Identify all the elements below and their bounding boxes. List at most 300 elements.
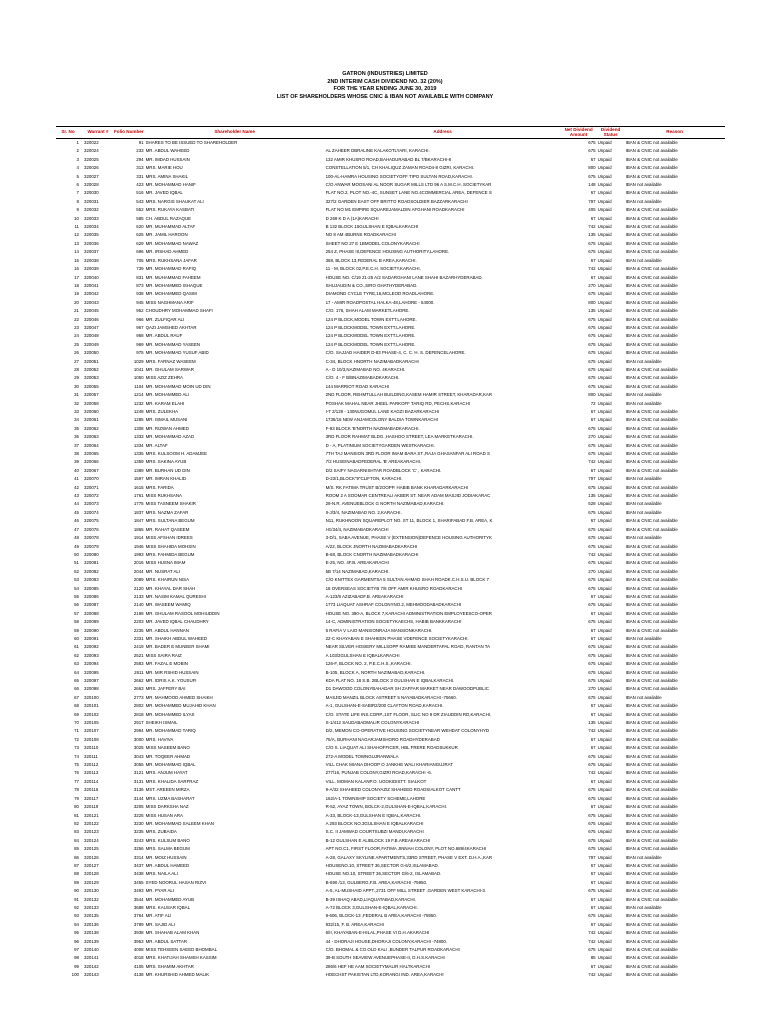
address-cell: 44 - DHORAJI HOUSE,DHORAJI COLONY,KARACHI -74800. xyxy=(325,938,448,944)
shareholder-name-cell: MRS. MARIE HOU xyxy=(145,165,183,171)
address-cell: B-690 /13, GULBERG,F.B. AREA,KARACHI -75950. xyxy=(325,879,428,885)
dividend-status-cell: Unpaid xyxy=(597,837,612,843)
shareholder-name-cell: MISS NAGHMANA ARIF xyxy=(145,299,194,305)
net-dividend-amount-cell: 67 xyxy=(590,467,596,473)
sr-no-cell: 9 xyxy=(76,207,79,213)
dividend-status-cell: Unpaid xyxy=(597,804,612,810)
address-cell: 75/A, BURHANI NAGARJAMSHORO ROADHYDERABAD xyxy=(325,736,440,742)
reason-cell: IBAN & CNIC not available xyxy=(625,871,678,877)
year-title: FOR THE YEAR ENDING JUNE 30, 2019 xyxy=(333,86,437,92)
dividend-status-cell: Unpaid xyxy=(597,619,612,625)
shareholder-name-cell: MR. ALTAF xyxy=(145,442,168,448)
table-row xyxy=(56,147,725,155)
warrant-number-cell: 320089 xyxy=(84,619,99,625)
folio-number-cell: 423 xyxy=(136,182,144,188)
sr-no-cell: 55 xyxy=(74,593,79,599)
reason-cell: IBAN & CNIC not available xyxy=(625,324,678,330)
shareholder-name-cell: MR. GHULAM SARWAR xyxy=(145,366,194,372)
dividend-status-cell: Unpaid xyxy=(597,795,612,801)
table-row xyxy=(56,164,725,172)
table-row xyxy=(56,854,725,862)
dividend-status-cell: Unpaid xyxy=(597,661,612,667)
net-dividend-amount-cell: 675 xyxy=(588,526,596,532)
sr-no-cell: 32 xyxy=(74,400,79,406)
folio-number-cell: 2203 xyxy=(133,619,144,625)
warrant-number-cell: 320143 xyxy=(84,972,99,978)
dividend-status-cell: Unpaid xyxy=(597,602,612,608)
warrant-number-cell: 320060 xyxy=(84,409,99,414)
warrant-number-cell: 320127 xyxy=(84,862,99,868)
warrant-number-cell: 320074 xyxy=(84,509,99,515)
net-dividend-amount-cell: 270 xyxy=(588,282,596,288)
sr-no-cell: 13 xyxy=(74,240,79,246)
reason-cell: IBAN & CNIC not available xyxy=(625,366,678,372)
folio-number-cell: 1214 xyxy=(133,392,144,398)
address-cell: 100-AL-HAMRA HOUSING SOCIETYOFF TIPO SULTAN ROAD,KARACHI. xyxy=(325,173,473,179)
address-cell: A 103/2GULSHAN E IQBALKARACHI xyxy=(325,652,400,658)
warrant-number-cell: 320075 xyxy=(84,518,99,524)
address-cell: POSHAK MAHAL NEAR JHEEL PARKOFF TARIQ RD, PECHS,KARACHI xyxy=(325,400,470,406)
sr-no-cell: 39 xyxy=(74,459,79,465)
address-cell: VILL CHAK MIANA DHOOP O JANKHE WALI KHARIANGUJRAT xyxy=(325,762,453,768)
dividend-status-cell: Unpaid xyxy=(597,358,612,364)
folio-number-cell: 3455 xyxy=(133,879,144,885)
address-cell: 162/A-1 TOWNSHIP SOCIETY SCHEME,LAHORE xyxy=(325,795,426,801)
shareholder-name-cell: MR. MOHAMMAD RAFIQ xyxy=(145,266,197,272)
reason-cell: IBAN not available xyxy=(625,358,662,364)
shareholder-name-cell: MR. SHAIKH ABDUL WAHEED xyxy=(145,635,208,641)
folio-number-cell: 2198 xyxy=(133,610,144,616)
warrant-number-cell: 320117 xyxy=(84,795,99,801)
net-dividend-amount-cell: 675 xyxy=(588,829,596,835)
address-cell: AL ZAHEER DBRALINE KALAKOTLYARI, KARACHI. xyxy=(325,148,430,154)
shareholder-name-cell: MR. JAMIL HAROON xyxy=(145,232,188,238)
sr-no-cell: 96 xyxy=(74,938,79,944)
warrant-number-cell: 320123 xyxy=(84,829,99,835)
folio-number-cell: 3131 xyxy=(133,778,144,784)
address-cell: 2ND FLOOR, REHMTULLAH BUILDING,KASEM HAMIR STREET, KHARADAR,KAR xyxy=(325,392,492,398)
folio-number-cell: 4008 xyxy=(133,947,144,952)
col-warrant: Warrant # xyxy=(80,127,113,139)
reason-cell: IBAN & CNIC not available xyxy=(625,333,678,339)
table-row xyxy=(56,231,725,239)
table-row xyxy=(56,341,725,349)
table-row xyxy=(56,450,725,458)
address-cell: C/O. 4 - F B/BNAZIMABADKARACHI. xyxy=(325,375,400,381)
warrant-number-cell: 320049 xyxy=(84,341,99,347)
dividend-status-cell: Unpaid xyxy=(597,493,612,499)
shareholder-name-cell: MR. ABDUL SATTAR xyxy=(145,938,187,944)
dividend-status-cell: Unpaid xyxy=(597,551,612,557)
shareholder-name-cell: MR. MUHAMMAD FAHEEM xyxy=(145,274,201,280)
table-row xyxy=(56,896,725,904)
dividend-status-cell: Unpaid xyxy=(597,476,612,482)
net-dividend-amount-cell: 675 xyxy=(588,837,596,843)
shareholder-name-cell: MRS. FARIDA xyxy=(145,484,174,490)
address-cell: 5B 7/14 NAZIMABAD,KARACHI. xyxy=(325,568,390,574)
shareholder-name-cell: MRS. KAUSAR IQBAL xyxy=(145,904,191,910)
warrant-number-cell: 320129 xyxy=(84,879,99,885)
warrant-number-cell: 320072 xyxy=(84,493,99,499)
dividend-status-cell: Unpaid xyxy=(597,350,612,356)
folio-number-cell: 705 xyxy=(136,257,144,263)
table-row xyxy=(56,198,725,206)
shareholder-name-cell: MRS. KULSUM BANO xyxy=(145,837,190,843)
folio-number-cell: 2140 xyxy=(133,602,144,608)
shareholder-name-cell: MR. MOHAMMAD IQBAL xyxy=(145,762,196,768)
net-dividend-amount-cell: 675 xyxy=(588,484,596,490)
folio-number-cell: 3256 xyxy=(133,846,144,852)
reason-cell: IBAN & CNIC not available xyxy=(625,165,678,171)
warrant-number-cell: 320040 xyxy=(84,274,99,280)
shareholder-name-cell: MR. IRSHAD AHMED xyxy=(145,249,189,255)
warrant-number-cell: 320071 xyxy=(84,484,99,490)
warrant-number-cell: 320031 xyxy=(84,198,99,204)
shareholder-name-cell: MR. MOHAMMAD SALEEM KHAN xyxy=(145,820,214,826)
table-row xyxy=(56,484,725,492)
reason-cell: IBAN not available xyxy=(625,854,662,860)
dividend-status-cell: Unpaid xyxy=(597,543,612,549)
dividend-status-cell: Unpaid xyxy=(597,198,612,204)
warrant-number-cell: 320037 xyxy=(84,249,99,255)
net-dividend-amount-cell: 675 xyxy=(588,846,596,852)
net-dividend-amount-cell: 67 xyxy=(590,593,596,599)
dividend-status-cell: Unpaid xyxy=(597,921,612,927)
dividend-status-cell: Unpaid xyxy=(597,232,612,238)
shareholder-name-cell: MRS. SHAMIM AKHTAR xyxy=(145,963,194,969)
net-dividend-amount-cell: 67 xyxy=(590,711,596,717)
sr-no-cell: 95 xyxy=(74,930,79,936)
net-dividend-amount-cell: 675 xyxy=(588,333,596,339)
shareholder-name-cell: MISS NASEEM BANO xyxy=(145,745,190,751)
shareholder-name-cell: MR. ABDUL WAHEED xyxy=(145,148,190,154)
net-dividend-amount-cell: 67 xyxy=(590,963,596,969)
folio-number-cell: 3136 xyxy=(133,787,144,793)
warrant-number-cell: 320095 xyxy=(84,669,99,675)
dividend-status-cell: Unpaid xyxy=(597,635,612,641)
table-row xyxy=(56,433,725,441)
sr-no-cell: 59 xyxy=(74,627,79,633)
shareholder-name-cell: MISS AFSHAN IDREES xyxy=(145,535,193,541)
table-row xyxy=(56,820,725,828)
address-cell: B-12 GULSHAN E ALIBLOCK 19 F.B.AREAKARACHI xyxy=(325,837,431,843)
sr-no-cell: 99 xyxy=(74,963,79,969)
warrant-number-cell: 320043 xyxy=(84,299,99,305)
table-row xyxy=(56,416,725,424)
table-row xyxy=(56,694,725,702)
reason-cell: IBAN & CNIC not available xyxy=(625,249,678,255)
folio-number-cell: 543 xyxy=(136,198,144,204)
folio-number-cell: 1993 xyxy=(133,551,144,557)
sr-no-cell: 91 xyxy=(74,896,79,902)
sr-no-cell: 10 xyxy=(74,215,79,221)
net-dividend-amount-cell: 67 xyxy=(590,274,596,280)
col-folio: Folio Number xyxy=(113,127,145,139)
sr-no-cell: 5 xyxy=(76,173,79,179)
warrant-number-cell: 320048 xyxy=(84,333,99,339)
dividend-status-cell: Unpaid xyxy=(597,930,612,936)
address-cell: C/O. SAJJAD HAIDER D-83 PHASE-4, C. C. H. S. DEFENCELAHORE. xyxy=(325,350,466,356)
folio-number-cell: 1335 xyxy=(133,451,144,457)
folio-number-cell: 625 xyxy=(136,232,144,238)
sr-no-cell: 15 xyxy=(74,257,79,263)
net-dividend-amount-cell: 675 xyxy=(588,358,596,364)
folio-number-cell: 3493 xyxy=(133,888,144,894)
folio-number-cell: 1029 xyxy=(133,358,144,364)
sr-no-cell: 30 xyxy=(74,383,79,389)
sr-no-cell: 60 xyxy=(74,635,79,641)
dividend-status-cell: Unpaid xyxy=(597,535,612,541)
dividend-status-cell: Unpaid xyxy=(597,644,612,650)
table-row xyxy=(56,274,725,282)
folio-number-cell: 3144 xyxy=(133,795,144,801)
dividend-status-cell: Unpaid xyxy=(597,190,612,196)
shareholder-name-cell: MR. MOHAMMED ALI xyxy=(145,392,190,398)
warrant-number-cell: 320083 xyxy=(84,577,99,583)
net-dividend-amount-cell: 800 xyxy=(588,392,596,398)
address-cell: 22-C KHAYABAN E SHAHEEN PHASE VDEFENCE SOCIETYKARACHI. xyxy=(325,635,469,641)
address-cell: 132 AMIR KHUSRO ROAD,BAHADURABAD BL 7/BKARACHI-8 xyxy=(325,156,452,162)
warrant-number-cell: 320112 xyxy=(84,762,99,768)
reason-cell: IBAN & CNIC not available xyxy=(625,232,678,238)
sr-no-cell: 12 xyxy=(74,232,79,238)
sr-no-cell: 20 xyxy=(74,299,79,305)
net-dividend-amount-cell: 675 xyxy=(588,341,596,347)
reason-cell: IBAN & CNIC not available xyxy=(625,190,678,196)
address-cell: NEAR SILVER HOSIERY MILLSOPP RAMIEE MANDERTAPAL ROAD, RANTAN TA xyxy=(325,644,491,650)
dividend-status-cell: Unpaid xyxy=(597,526,612,532)
shareholder-name-cell: MRS. NAZMA ZAFAR xyxy=(145,509,189,515)
net-dividend-amount-cell: 800 xyxy=(588,165,596,171)
net-dividend-amount-cell: 67 xyxy=(590,190,596,196)
warrant-number-cell: 320063 xyxy=(84,434,99,440)
table-row xyxy=(56,576,725,584)
warrant-number-cell: 320101 xyxy=(84,703,99,709)
reason-cell: IBAN & CNIC not available xyxy=(625,434,678,440)
address-cell: APT NO.C1, FIRST FLOOR,FATIMA JINNAH COLONY, PLOT NO.689/4KARACHI xyxy=(325,846,487,852)
shareholder-name-cell: MRS. KHAIRUN NISA xyxy=(145,577,190,583)
address-cell: 327/2 GARDEN EAST OFF BRITTO ROADSOLDIER BAZZARKARACHI xyxy=(325,198,468,204)
reason-cell: IBAN & CNIC not available xyxy=(625,207,678,213)
dividend-status-cell: Unpaid xyxy=(597,896,612,902)
warrant-number-cell: 320055 xyxy=(84,383,99,389)
address-cell: FLAT NO M1 EMPIRE SQUAREJAMALDIN AFGHANI ROADKARACHI xyxy=(325,207,465,213)
table-row xyxy=(56,349,725,357)
reason-cell: IBAN & CNIC not available xyxy=(625,955,678,961)
shareholder-name-cell: MRS. RUKHSANA JAFAR xyxy=(145,257,197,263)
table-row xyxy=(56,181,725,189)
table-row xyxy=(56,887,725,895)
reason-cell: IBAN not available xyxy=(625,535,662,541)
reason-cell: IBAN & CNIC not available xyxy=(625,930,678,936)
reason-cell: IBAN & CNIC not available xyxy=(625,736,678,742)
folio-number-cell: 2089 xyxy=(133,577,144,583)
dividend-status-cell: Unpaid xyxy=(597,282,612,288)
table-row xyxy=(56,299,725,307)
net-dividend-amount-cell: 675 xyxy=(588,543,596,549)
reason-cell: IBAN not available xyxy=(625,509,662,515)
sr-no-cell: 16 xyxy=(74,266,79,272)
dividend-status-cell: Unpaid xyxy=(597,316,612,322)
address-cell: A-33, BLOCK-13,GULSHAN E IQBAL,KARACHI. xyxy=(325,812,422,818)
warrant-number-cell: 320052 xyxy=(84,366,99,372)
net-dividend-amount-cell: 67 xyxy=(590,417,596,423)
net-dividend-amount-cell: 67 xyxy=(590,635,596,641)
dividend-status-cell: Unpaid xyxy=(597,266,612,272)
col-sr-no: Sr. No xyxy=(56,127,80,139)
sr-no-cell: 8 xyxy=(76,198,79,204)
net-dividend-amount-cell: 67 xyxy=(590,610,596,616)
shareholder-name-cell: CH. ABDUL RAZAQUE xyxy=(145,215,192,221)
address-cell: 124 P BLOCKMODEL TOWN EXTT.LAHORE. xyxy=(325,333,416,339)
dividend-status-cell: Unpaid xyxy=(597,434,612,440)
net-dividend-amount-cell: 67 xyxy=(590,871,596,877)
table-row xyxy=(56,374,725,382)
shareholder-name-cell: MISS HUSNA IMAM xyxy=(145,560,186,566)
reason-cell: IBAN & CNIC not available xyxy=(625,551,678,557)
table-row xyxy=(56,366,725,374)
folio-number-cell: 4138 xyxy=(133,972,144,978)
col-address: Address xyxy=(325,127,561,139)
dividend-status-cell: Unpaid xyxy=(597,862,612,868)
folio-number-cell: 1389 xyxy=(133,467,144,473)
table-row xyxy=(56,290,725,298)
shareholder-name-cell: MR. MOHAMMED ISHAQUE xyxy=(145,282,203,288)
warrant-number-cell: 320028 xyxy=(84,182,99,188)
folio-number-cell: 975 xyxy=(136,350,144,356)
sr-no-cell: 45 xyxy=(74,509,79,515)
warrant-number-cell: 320082 xyxy=(84,568,99,574)
dividend-status-cell: Unpaid xyxy=(597,787,612,793)
table-body xyxy=(56,139,725,980)
sr-no-cell: 98 xyxy=(74,955,79,961)
shareholder-name-cell: SHEIKH ISMAIL xyxy=(145,720,178,726)
reason-cell: IBAN & CNIC not available xyxy=(625,299,678,305)
net-dividend-amount-cell: 72 xyxy=(590,400,596,406)
dividend-status-cell: Unpaid xyxy=(597,711,612,717)
shareholder-name-cell: MR. MOHAMMED QASIM xyxy=(145,291,197,297)
dividend-status-cell: Unpaid xyxy=(597,812,612,818)
shareholder-name-cell: SYED NOORUL HASAN RIZVI xyxy=(145,879,207,885)
sr-no-cell: 75 xyxy=(74,762,79,768)
net-dividend-amount-cell: 675 xyxy=(588,820,596,826)
dividend-status-cell: Unpaid xyxy=(597,846,612,852)
address-cell: II-J/3/4, NAZIMABAD NO. 2,KARACHI. xyxy=(325,509,402,515)
reason-cell: IBAN not available xyxy=(625,501,662,507)
folio-number-cell: 873 xyxy=(136,282,144,288)
reason-cell: IBAN & CNIC not available xyxy=(625,350,678,356)
shareholder-name-cell: MISS TEHSEEN SAEED BHOMBAL xyxy=(145,947,218,952)
address-cell: NO 8 AM 4BURNS ROADKARACHI xyxy=(325,232,396,238)
reason-cell: IBAN not available xyxy=(625,904,662,910)
folio-number-cell: 2994 xyxy=(133,728,144,734)
shareholder-name-cell: MRS. ANJUM HAYAT xyxy=(145,770,188,776)
folio-number-cell: 1359 xyxy=(133,459,144,465)
reason-cell: IBAN & CNIC not available xyxy=(625,820,678,826)
folio-number-cell: 3055 xyxy=(133,762,144,768)
folio-number-cell: 3205 xyxy=(133,804,144,810)
warrant-number-cell: 320130 xyxy=(84,888,99,894)
reason-cell: IBAN & CNIC not available xyxy=(625,862,678,868)
folio-number-cell: 233 xyxy=(136,148,144,154)
table-row xyxy=(56,458,725,466)
warrant-number-cell: 320030 xyxy=(84,190,99,196)
address-cell: 932/15, F. B. AREA,KARACHI xyxy=(325,921,384,927)
dividend-title: 2ND INTERIM CASH DIVIDEND NO. 32 (20%) xyxy=(327,78,443,85)
reason-cell: IBAN & CNIC not available xyxy=(625,409,678,414)
folio-number-cell: 1285 xyxy=(133,417,144,423)
net-dividend-amount-cell: 270 xyxy=(588,434,596,440)
reason-cell: IBAN & CNIC not available xyxy=(625,846,678,852)
folio-number-cell: 1333 xyxy=(133,434,144,440)
table-row xyxy=(56,719,725,727)
table-row xyxy=(56,879,725,887)
net-dividend-amount-cell: 135 xyxy=(588,493,596,499)
sr-no-cell: 38 xyxy=(74,451,79,457)
address-cell: 9-A/32 SHAHEED COLONYAZIZ SHAHEED ROADSIALKOT CANTT xyxy=(325,787,461,793)
folio-number-cell: 3688 xyxy=(133,904,144,910)
sr-no-cell: 53 xyxy=(74,577,79,583)
warrant-number-cell: 320061 xyxy=(84,417,99,423)
address-cell: 1773 LIAQUAT ASHRAF COLONYNO.2, MEHMOODABADKARACHI xyxy=(325,602,462,608)
address-cell: 126-F, BLOCK NO. 2, P.E.C.H.S.,KARACHI. xyxy=(325,661,412,667)
folio-number-cell: 3789 xyxy=(133,921,144,927)
reason-cell: IBAN & CNIC not available xyxy=(625,156,678,162)
sr-no-cell: 46 xyxy=(74,518,79,524)
net-dividend-amount-cell: 675 xyxy=(588,644,596,650)
shareholder-name-cell: MR. WASEEM WAMIQ xyxy=(145,602,191,608)
reason-cell: IBAN & CNIC not available xyxy=(625,678,678,683)
folio-number-cell: 945 xyxy=(136,299,144,305)
warrant-number-cell: 320027 xyxy=(84,173,99,179)
shareholder-name-cell: MR. MOHAMMAD YUSUF ABID xyxy=(145,350,209,356)
dividend-status-cell: Unpaid xyxy=(597,938,612,944)
sr-no-cell: 37 xyxy=(74,442,79,448)
address-cell: 277/16, PUNJAB COLONY,GIZRI ROAD,KARACHI -6. xyxy=(325,770,432,776)
reason-cell: IBAN & CNIC not available xyxy=(625,947,678,952)
table-row xyxy=(56,761,725,769)
net-dividend-amount-cell: 675 xyxy=(588,577,596,583)
shareholder-name-cell: MISS SHAHIDA MOHSIN xyxy=(145,543,196,549)
table-row xyxy=(56,727,725,735)
warrant-number-cell: 320108 xyxy=(84,736,99,742)
net-dividend-amount-cell: 675 xyxy=(588,762,596,768)
table-row xyxy=(56,643,725,651)
reason-cell: IBAN & CNIC not available xyxy=(625,543,678,549)
folio-number-cell: 968 xyxy=(136,333,144,339)
table-row xyxy=(56,685,725,693)
sr-no-cell: 68 xyxy=(74,703,79,709)
table-row xyxy=(56,812,725,820)
reason-cell: IBAN & CNIC not available xyxy=(625,442,678,448)
table-row xyxy=(56,744,725,752)
folio-number-cell: 4105 xyxy=(133,963,144,969)
sr-no-cell: 1 xyxy=(76,140,79,145)
net-dividend-amount-cell: 675 xyxy=(588,619,596,625)
shareholder-name-cell: MRS. KULSOOM H. ADAMJEE xyxy=(145,451,208,457)
sr-no-cell: 50 xyxy=(74,551,79,557)
sr-no-cell: 82 xyxy=(74,820,79,826)
sr-no-cell: 69 xyxy=(74,711,79,717)
reason-cell: IBAN not available xyxy=(625,392,662,398)
folio-number-cell: 1615 xyxy=(133,484,144,490)
folio-number-cell: 629 xyxy=(136,240,144,246)
reason-cell: IBAN & CNIC not available xyxy=(625,963,678,969)
sr-no-cell: 79 xyxy=(74,795,79,801)
shareholder-name-cell: MRS. SULTANA BEGUM xyxy=(145,518,195,524)
table-row xyxy=(56,543,725,551)
shareholder-name-cell: MISS AZIZ ZEHRA xyxy=(145,375,183,381)
